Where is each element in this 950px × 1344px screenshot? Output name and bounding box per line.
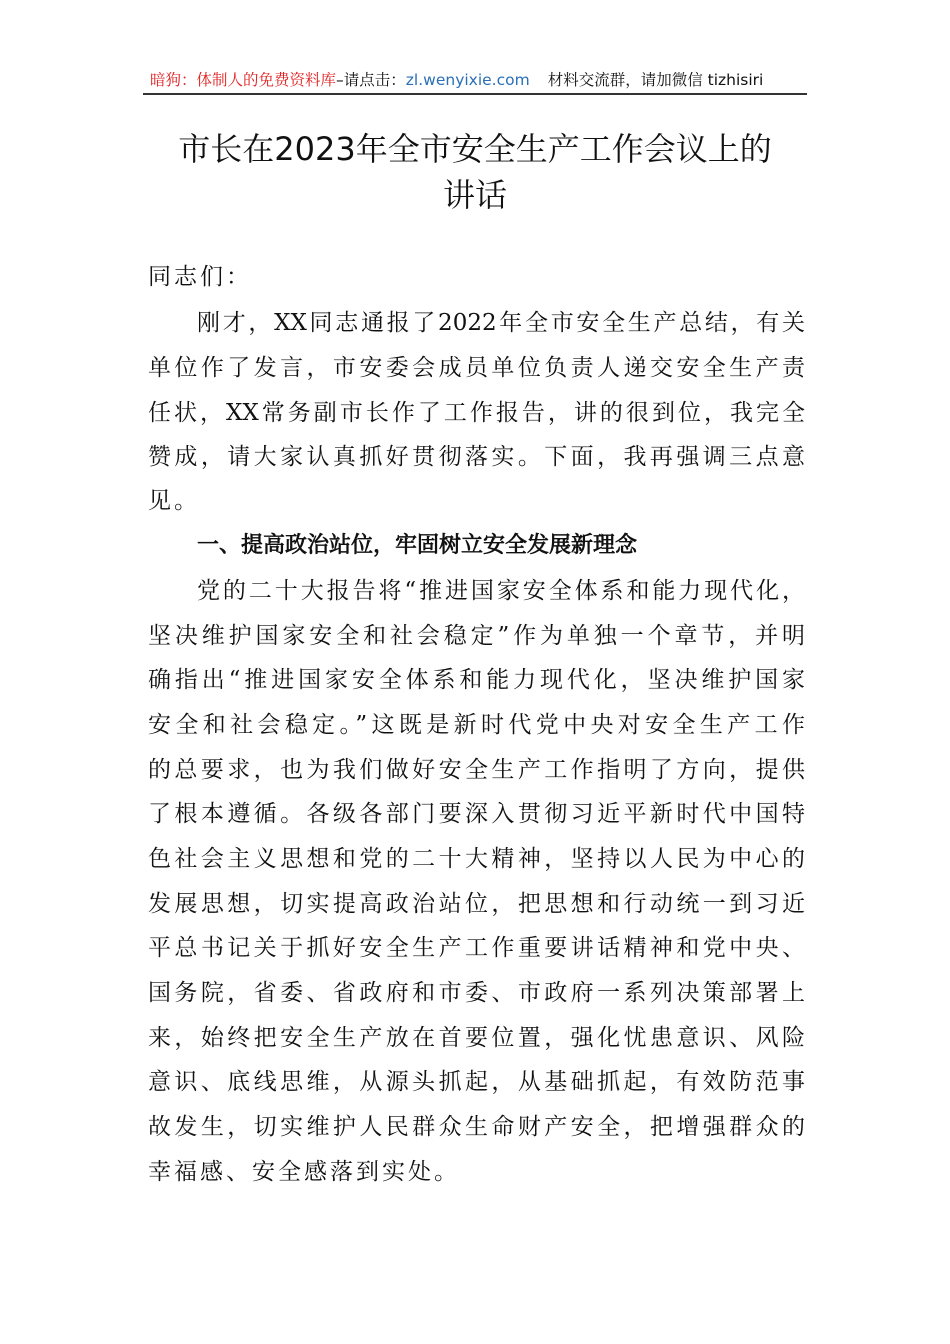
salutation: 同志们： (148, 264, 252, 290)
contact-text: 材料交流群，请加微信 tizhisiri (547, 71, 764, 89)
page-header-banner (150, 68, 800, 90)
paragraph-line: 赞成，请大家认真抓好贯彻落实。下面，我再强调三点意 (148, 444, 805, 470)
prompt-text: –请点击： (336, 71, 406, 89)
paragraph-line: 国务院，省委、省政府和市委、市政府一系列决策部署上 (148, 980, 805, 1006)
paragraph-line: 见。 (148, 488, 200, 514)
paragraph-line: 单位作了发言，市安委会成员单位负责人递交安全生产责 (148, 355, 805, 381)
paragraph-line: 刚才，XX同志通报了2022年全市安全生产总结，有关 (197, 310, 805, 336)
brand-text: 暗狗：体制人的免费资料库 (150, 71, 337, 89)
paragraph-line: 坚决维护国家安全和社会稳定”作为单独一个章节，并明 (148, 623, 805, 649)
paragraph-line: 的总要求，也为我们做好安全生产工作指明了方向，提供 (148, 757, 805, 783)
paragraph-line: 安全和社会稳定。”这既是新时代党中央对安全生产工作 (148, 712, 805, 738)
paragraph-line: 确指出“推进国家安全体系和能力现代化，坚决维护国家 (148, 667, 805, 693)
section-heading: 一、提高政治站位，牢固树立安全发展新理念 (197, 533, 638, 558)
paragraph-line: 平总书记关于抓好安全生产工作重要讲话精神和党中央、 (148, 935, 805, 961)
paragraph-line: 发展思想，切实提高政治站位，把思想和行动统一到习近 (148, 891, 805, 917)
paragraph-line: 故发生，切实维护人民群众生命财产安全，把增强群众的 (148, 1114, 805, 1140)
paragraph-line: 任状，XX常务副市长作了工作报告，讲的很到位，我完全 (148, 400, 805, 426)
paragraph-line: 了根本遵循。各级各部门要深入贯彻习近平新时代中国特 (148, 801, 805, 827)
paragraph-line: 幸福感、安全感落到实处。 (148, 1159, 460, 1185)
paragraph-line: 来，始终把安全生产放在首要位置，强化忧患意识、风险 (148, 1025, 805, 1051)
paragraph-line: 色社会主义思想和党的二十大精神，坚持以人民为中心的 (148, 846, 805, 872)
header-divider (143, 93, 807, 95)
site-link[interactable]: zl.wenyixie.com (405, 71, 530, 89)
document-title-line-2: 讲话 (442, 176, 507, 214)
paragraph-line: 党的二十大报告将“推进国家安全体系和能力现代化， (197, 578, 805, 604)
paragraph-line: 意识、底线思维，从源头抓起，从基础抓起，有效防范事 (148, 1069, 805, 1095)
document-title-line-1: 市长在2023年全市安全生产工作会议上的 (178, 130, 772, 168)
